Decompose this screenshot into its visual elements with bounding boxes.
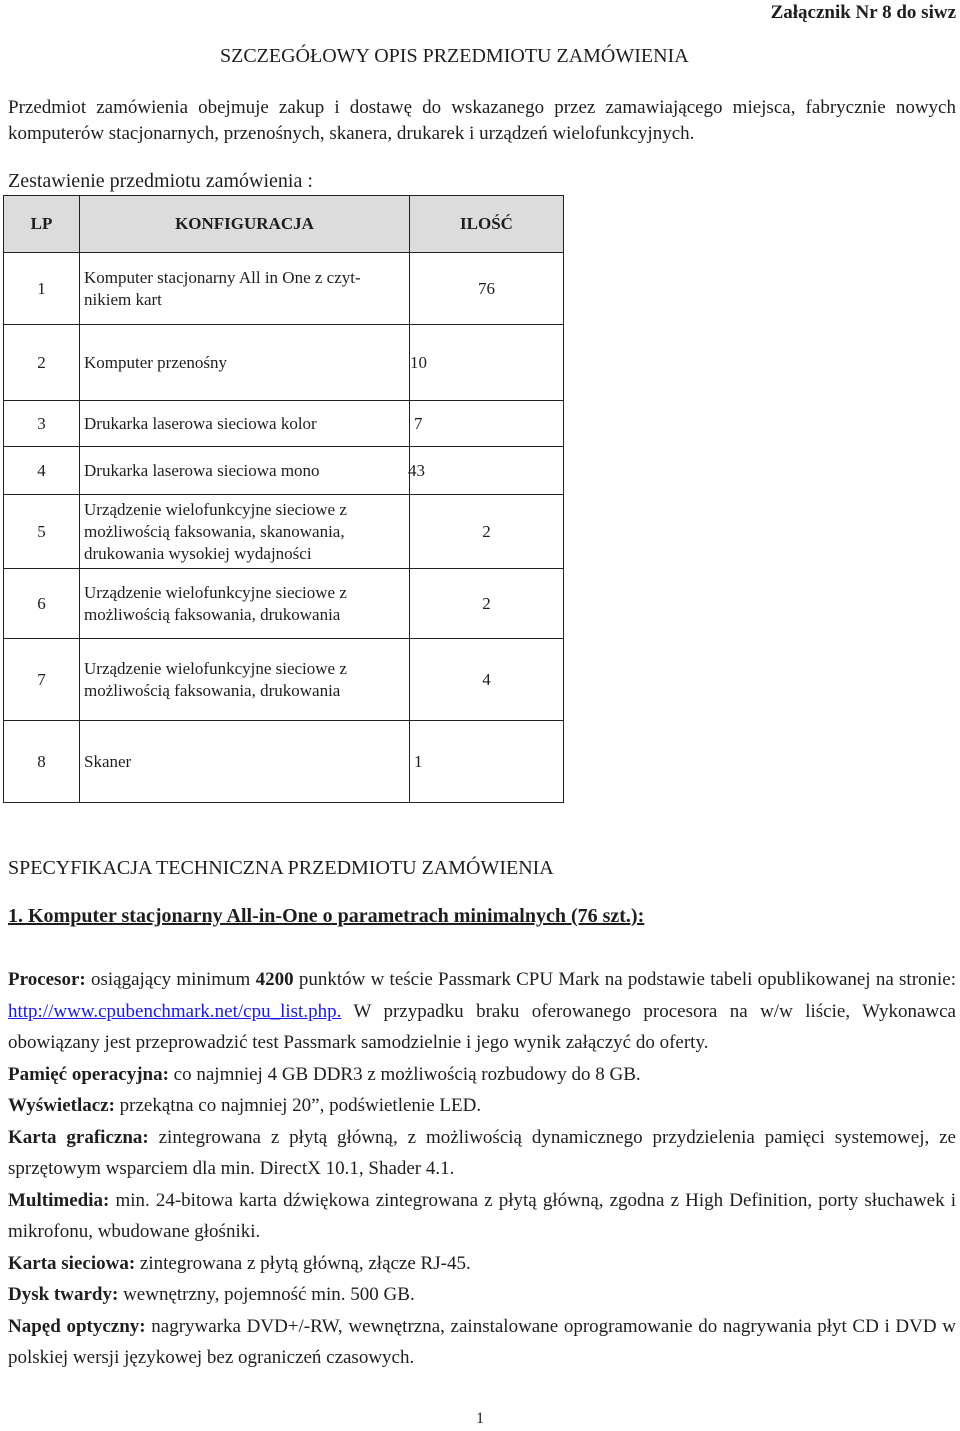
spec-text: punktów w teście Passmark CPU Mark na podstawie tabeli opublikowanej na stronie: — [293, 969, 957, 990]
row-config: Drukarka laserowa sieciowa mono — [80, 447, 410, 495]
spec-text: wewnętrzny, pojemność min. 500 GB. — [118, 1284, 415, 1305]
spec-text: co najmniej 4 GB DDR3 z możliwością rozbudowy do 8 GB. — [168, 1063, 641, 1085]
spec-text: zintegrowana z płytą główną, złącze RJ-45. — [135, 1252, 471, 1274]
row-config — [80, 639, 410, 721]
spec-text: zintegrowana z płytą główną, z możliwością dynamicznego przydzielenia pamięci systemowej, ze sprzętowym wsparciem dla min. DirectX 10.1, Shader 4.1. — [8, 1126, 956, 1179]
spec-label: Karta sieciowa: — [8, 1252, 136, 1274]
table-row — [4, 569, 564, 639]
summary-label: Zestawienie przedmiotu zamówienia : — [8, 170, 313, 192]
row-qty: 76 — [410, 253, 564, 325]
row-config-text: Urządzenie wielofunkcyjne sieciowe z możliwością faksowania, drukowania — [84, 658, 347, 700]
spec-list — [8, 964, 956, 1374]
row-qty-text: 10 — [410, 352, 427, 372]
spec-text: osiągający minimum — [85, 969, 256, 990]
table-row — [4, 447, 564, 495]
spec-label: Karta graficzna: — [8, 1126, 149, 1148]
spec-label: Multimedia: — [8, 1189, 110, 1211]
row-config: Komputer przenośny — [80, 325, 410, 401]
spec-gpu — [8, 1122, 956, 1185]
row-lp: 2 — [4, 325, 80, 401]
table-header-row — [4, 196, 564, 253]
spec-multimedia — [8, 1185, 956, 1248]
row-config: Drukarka laserowa sieciowa kolor — [80, 401, 410, 447]
row-lp: 1 — [4, 253, 80, 325]
annex-label: Załącznik Nr 8 do siwz — [770, 2, 956, 23]
row-qty: 2 — [410, 495, 564, 569]
row-qty — [410, 401, 564, 447]
spec-text: nagrywarka DVD+/-RW, wewnętrzna, zainstalowane oprogramowanie do nagrywania płyt CD i DVD w polskiej wersji językowej bez ograniczeń czasowych. — [8, 1315, 956, 1368]
row-qty-text: 1 — [414, 751, 423, 771]
row-qty: 4 — [410, 639, 564, 721]
cpubenchmark-link[interactable]: http://www.cpubenchmark.net/cpu_list.php. — [8, 1000, 342, 1022]
spec-text: W przypadku braku oferowanego procesora na w/w liście, Wykonawca obowiązany jest przeprowadzić test Passmark samodzielnie i jego wynik załączyć do oferty. — [8, 1000, 956, 1053]
table-row — [4, 721, 564, 803]
spec-label: Wyświetlacz: — [8, 1095, 115, 1116]
document-title: SZCZEGÓŁOWY OPIS PRZEDMIOTU ZAMÓWIENIA — [220, 45, 689, 67]
row-config — [80, 495, 410, 569]
row-config — [80, 569, 410, 639]
spec-optical — [8, 1311, 956, 1374]
spec-ram — [8, 1059, 956, 1091]
page-number: 1 — [476, 1410, 484, 1427]
row-qty-text: 43 — [408, 460, 425, 480]
row-qty — [410, 721, 564, 803]
row-lp: 5 — [4, 495, 80, 569]
row-config-text: Komputer stacjonarny All in One z czyt- nikiem kart — [84, 267, 361, 309]
header-config: KONFIGURACJA — [80, 196, 410, 253]
spec-heading: SPECYFIKACJA TECHNICZNA PRZEDMIOTU ZAMÓWIENIA — [8, 857, 554, 879]
row-qty — [410, 325, 564, 401]
row-lp: 6 — [4, 569, 80, 639]
intro-paragraph: Przedmiot zamówienia obejmuje zakup i dostawę do wskazanego przez zamawiającego miejsca, fabrycznie nowych komputerów stacjonarnych, przenośnych, skanera, drukarek i urządzeń wielofunkcyjnych. — [8, 97, 956, 144]
row-config-text: Urządzenie wielofunkcyjne sieciowe z możliwością faksowania, skanowania, drukowania wysokiej wydajności — [84, 499, 347, 563]
spec-text: przekątna co najmniej 20”, podświetlenie LED. — [114, 1095, 482, 1116]
header-qty: ILOŚĆ — [410, 196, 564, 253]
row-config-text: Urządzenie wielofunkcyjne sieciowe z możliwością faksowania, drukowania — [84, 582, 347, 624]
table-row — [4, 253, 564, 325]
spec-label: Procesor: — [8, 969, 86, 990]
row-lp: 8 — [4, 721, 80, 803]
spec-label: Napęd optyczny: — [8, 1315, 146, 1337]
spec-cpu-points: 4200 — [255, 969, 294, 990]
spec-label: Dysk twardy: — [8, 1284, 119, 1305]
table-row — [4, 639, 564, 721]
row-lp: 3 — [4, 401, 80, 447]
spec-network — [8, 1248, 956, 1280]
table-row — [4, 325, 564, 401]
spec-cpu — [8, 964, 956, 1059]
row-config: Skaner — [80, 721, 410, 803]
order-summary-table — [3, 195, 564, 803]
spec-display — [8, 1090, 956, 1122]
spec-text: min. 24-bitowa karta dźwiękowa zintegrowana z płytą główną, zgodna z High Definition, porty słuchawek i mikrofonu, wbudowane głośniki. — [8, 1189, 956, 1242]
row-qty — [410, 447, 564, 495]
header-lp: LP — [4, 196, 80, 253]
row-config — [80, 253, 410, 325]
spec-hdd — [8, 1279, 956, 1311]
row-qty: 2 — [410, 569, 564, 639]
row-qty-text: 7 — [414, 413, 423, 433]
table-row — [4, 495, 564, 569]
row-lp: 7 — [4, 639, 80, 721]
spec-label: Pamięć operacyjna: — [8, 1063, 169, 1085]
row-lp: 4 — [4, 447, 80, 495]
table-row — [4, 401, 564, 447]
section-heading: 1. Komputer stacjonarny All-in-One o parametrach minimalnych (76 szt.): — [8, 905, 645, 927]
